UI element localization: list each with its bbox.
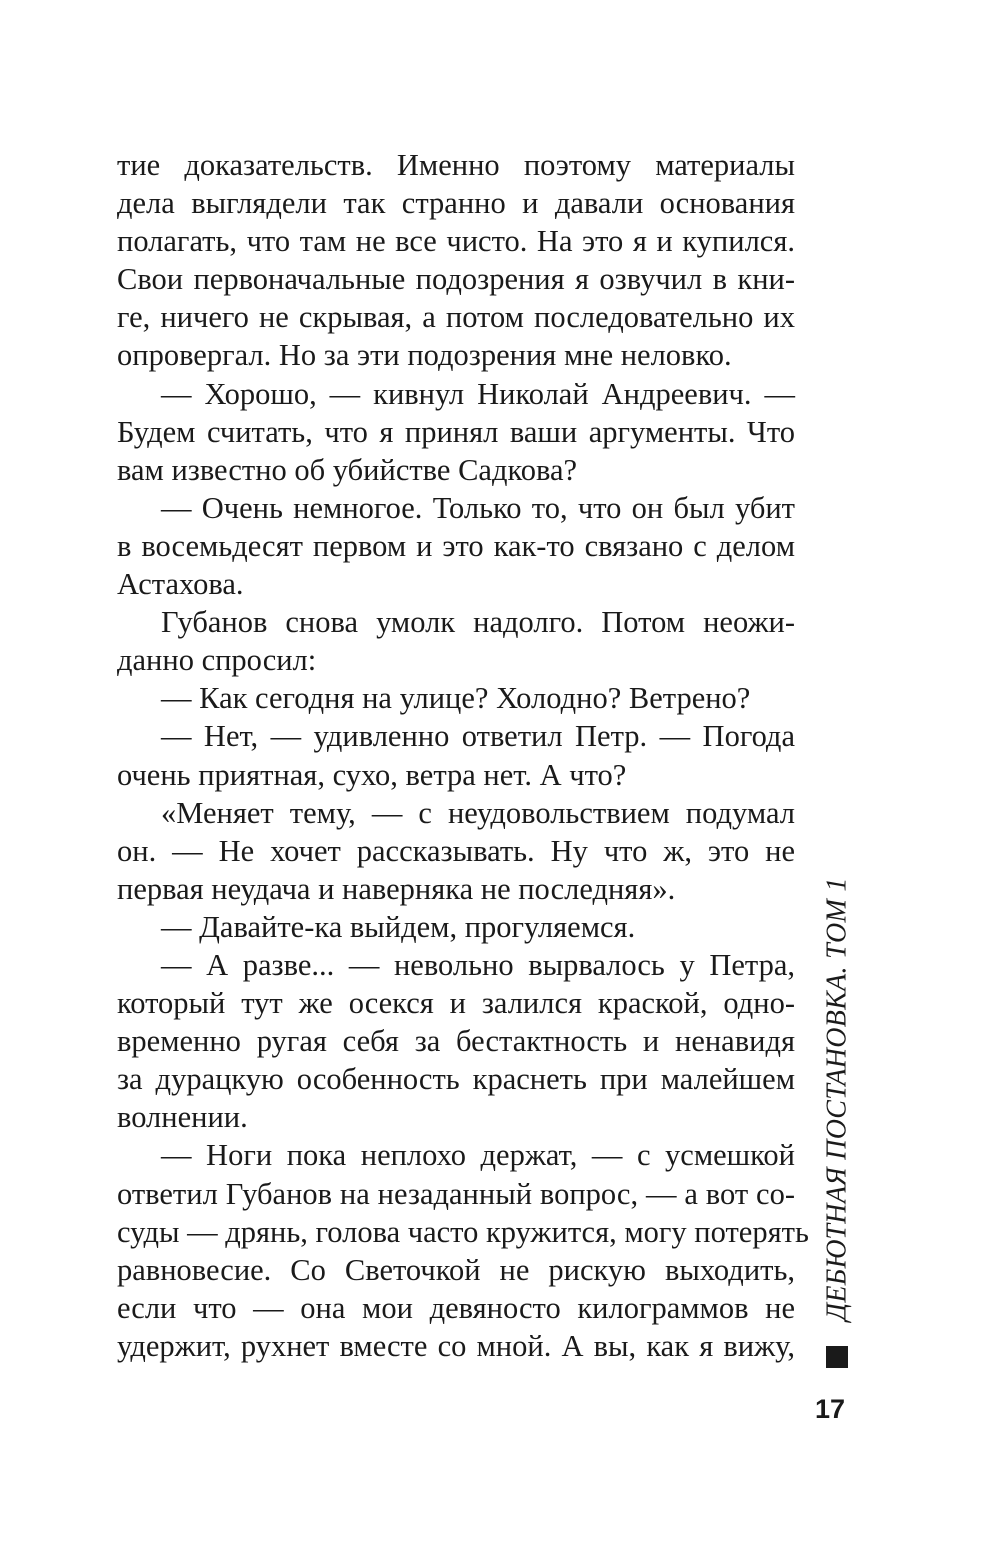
running-title-text: ДЕБЮТНАЯ ПОСТАНОВКА. ТОМ 1 bbox=[822, 877, 853, 1321]
text-line: Будем считать, что я принял ваши аргументы. Что bbox=[117, 414, 795, 449]
body-text bbox=[117, 146, 809, 1365]
text-line: — Ноги пока неплохо держат, — с усмешкой bbox=[161, 1138, 795, 1173]
text-line: временно ругая себя за бестактность и ненавидя bbox=[117, 1024, 795, 1059]
text-line: волнении. bbox=[117, 1100, 248, 1135]
text-line: — Как сегодня на улице? Холодно? Ветрено? bbox=[161, 681, 751, 716]
square-marker-icon bbox=[826, 1346, 848, 1368]
text-line: ге, ничего не скрывая, а потом последовательно их bbox=[117, 300, 795, 335]
text-line: очень приятная, сухо, ветра нет. А что? bbox=[117, 757, 627, 792]
text-line: — А разве... — невольно вырвалось у Петра, bbox=[161, 947, 795, 982]
text-line: тие доказательств. Именно поэтому материалы bbox=[117, 148, 795, 182]
text-line: полагать, что там не все чисто. На это я и купился. bbox=[117, 224, 795, 259]
text-line: за дурацкую особенность краснеть при малейшем bbox=[117, 1062, 795, 1097]
text-line: Губанов снова умолк надолго. Потом неожи- bbox=[161, 605, 795, 640]
text-line: Свои первоначальные подозрения я озвучил в кни- bbox=[117, 262, 795, 297]
running-title bbox=[808, 854, 868, 1344]
text-line: опровергал. Но за эти подозрения мне неловко. bbox=[117, 338, 732, 373]
text-line: данно спросил: bbox=[117, 643, 317, 678]
text-line: если что — она мои девяносто килограммов не bbox=[117, 1290, 795, 1325]
text-line: Астахова. bbox=[117, 567, 244, 602]
text-line: который тут же осекся и залился краской, одно- bbox=[117, 986, 795, 1021]
text-line: он. — Не хочет рассказывать. Ну что ж, это не bbox=[117, 833, 795, 868]
text-line: «Меняет тему, — с неудовольствием подумал bbox=[161, 795, 795, 830]
text-line: — Нет, — удивленно ответил Петр. — Погода bbox=[161, 719, 795, 754]
text-line: — Давайте-ка выйдем, прогуляемся. bbox=[161, 909, 636, 944]
text-line: вам известно об убийстве Садкова? bbox=[117, 452, 578, 487]
text-line: дела выглядели так странно и давали основания bbox=[117, 186, 795, 221]
text-line: — Хорошо, — кивнул Николай Андреевич. — bbox=[161, 376, 795, 411]
page-number: 17 bbox=[814, 1394, 846, 1424]
text-line: удержит, рухнет вместе со мной. А вы, как я вижу, bbox=[117, 1328, 795, 1363]
text-line: равновесие. Со Светочкой не рискую выходить, bbox=[117, 1252, 795, 1287]
text-line: суды — дрянь, голова часто кружится, могу потерять bbox=[117, 1214, 809, 1249]
text-line: — Очень немногое. Только то, что он был убит bbox=[161, 490, 795, 525]
text-line: в восемьдесят первом и это как-то связано с делом bbox=[117, 528, 795, 563]
text-line: ответил Губанов на незаданный вопрос, — а вот со- bbox=[117, 1176, 795, 1211]
text-line: первая неудача и наверняка не последняя». bbox=[117, 871, 676, 906]
